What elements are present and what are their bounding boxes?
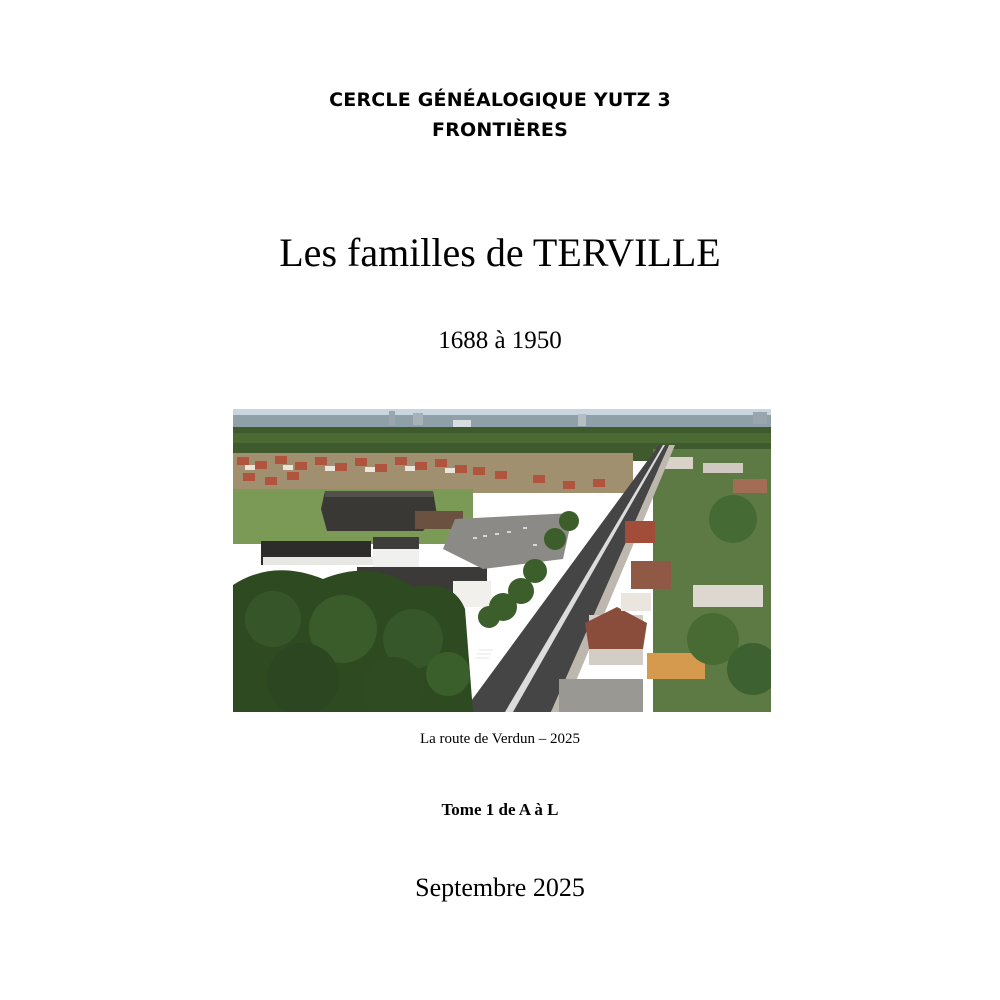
period-range: 1688 à 1950 (438, 327, 562, 354)
volume-label: Tome 1 de A à L (441, 800, 559, 819)
photo-caption: La route de Verdun – 2025 (419, 731, 581, 747)
photo-skyline (233, 415, 771, 429)
organization-name-line2: FRONTIÈRES (432, 119, 568, 141)
aerial-photo (233, 409, 771, 712)
publication-date: Septembre 2025 (415, 873, 585, 902)
organization-name-line1: CERCLE GÉNÉALOGIQUE YUTZ 3 (329, 89, 671, 111)
photo-house-right (625, 521, 655, 543)
document-title: Les familles de TERVILLE (279, 230, 721, 275)
